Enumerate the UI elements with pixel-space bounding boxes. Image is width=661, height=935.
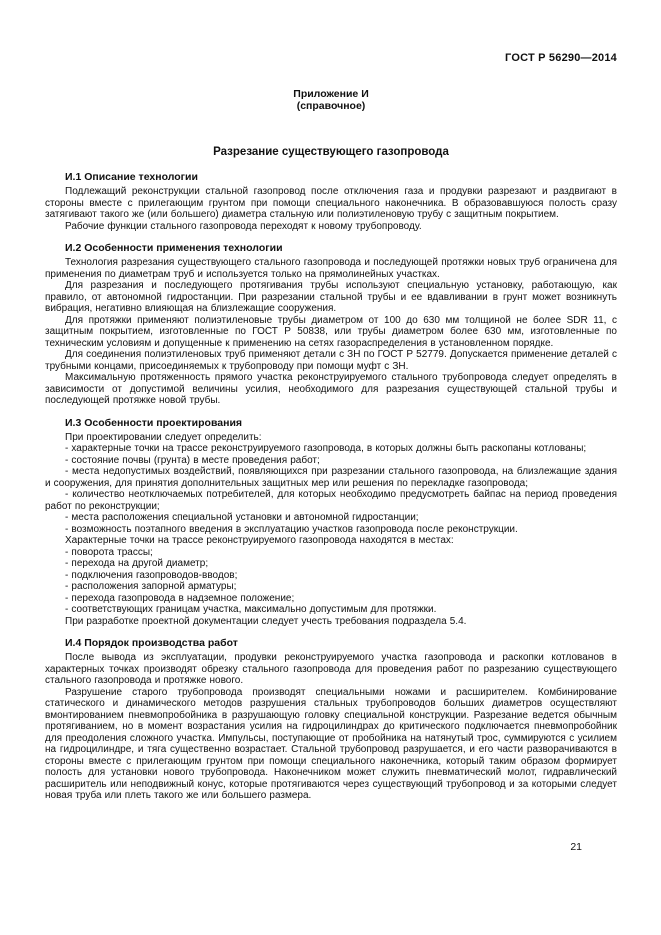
- list-item: - характерные точки на трассе реконструируемого газопровода, в которых должны быть раскопаны котлованы;: [65, 443, 587, 454]
- paragraph: Рабочие функции стального газопровода переходят к новому трубопроводу.: [65, 220, 422, 232]
- paragraph: Максимальную протяженность прямого участка реконструируемого стального трубопровода следует определять в зависимости от допустимой величины усилия, необходимого для разрезания существующей стальной трубы и последующей протяжке новой трубы.: [45, 372, 617, 406]
- paragraph: Характерные точки на трассе реконструируемого газопровода находятся в местах:: [65, 535, 454, 546]
- paragraph: После вывода из эксплуатации, продувки реконструируемого участка газопровода и раскопки котлованов в характерных точках производят обрезку стального газопровода для проведения работ по разрезанию существующего стального газопровода и протяжке нового.: [45, 652, 617, 686]
- paragraph: Для разрезания и последующего протягивания трубы используют специальную установку, работающую, как правило, от автономной гидростанции. При разрезании стальной трубы и ее вдавливании в грунт может возникнуть вибрация, негативно влияющая на близлежащие сооружения.: [45, 280, 617, 314]
- document-body: [45, 171, 617, 802]
- list-item: - количество неотключаемых потребителей, для которых необходимо предусмотреть байпас на период проведения работ по реконструкции;: [45, 489, 617, 512]
- list-item: - перехода на другой диаметр;: [65, 558, 209, 569]
- paragraph: Разрушение старого трубопровода производят специальными ножами и расширителем. Комбинирование статического и динамического методов разрушения стальных трубопроводов больших диаметров осуществляют вмонтированием пневмопробойника в разрушающую головку специальной конструкции. Разрезание ведется обычным протягиванием, но в момент возрастания усилия на гидроцилиндрах до критического подключается пневмопробойник для преодоления сложного участка. Импульсы, поступающие от пробойника на натянутый трос, суммируются с усилием на гидроцилиндре, и тяга существенно возрастает. Стальной трубопровод разрушается, и его части разворачиваются в стороны вместе с прилегающим грунтом при помощи специального наконечника, который таким образом формирует полость для установки нового трубопровода. Наконечником может служить пневматический молот, гидравлический расширитель или неподвижный конус, которые протягиваются через существующий трубопровод и за которыми следует новая труба или плеть такого же или большего размера.: [45, 686, 617, 801]
- section-heading-i1: И.1 Описание технологии: [65, 171, 198, 183]
- paragraph: Для протяжки применяют полиэтиленовые трубы диаметром от 100 до 630 мм толщиной не более SDR 11, с защитным покрытием, изготовленные по ГОСТ Р 50838, или трубы диаметром более 630 мм, изготовленные по техническим условиям и допущенные к применению на сетях газораспределения в установленном порядке.: [45, 314, 617, 349]
- section-i4: [45, 637, 617, 802]
- section-heading-i3: И.3 Особенности проектирования: [65, 416, 243, 429]
- list-item: - расположения запорной арматуры;: [65, 581, 237, 592]
- list-item: - места недопустимых воздействий, появляющихся при разрезании стального газопровода, на близлежащие здания и сооружения, для принятия дополнительных защитных мер или решения по перекладке газопровода;: [45, 466, 617, 489]
- appendix-title: Приложение И: [293, 88, 369, 100]
- section-i2: [45, 242, 617, 407]
- paragraph: При проектировании следует определить:: [65, 431, 262, 443]
- appendix-block: [45, 88, 617, 112]
- section-i1: [45, 171, 617, 232]
- list-item: - соответствующих границам участка, максимально допустимым для протяжки.: [65, 604, 437, 615]
- page-number: 21: [570, 841, 582, 853]
- list-item: - поворота трассы;: [65, 546, 153, 558]
- paragraph: При разработке проектной документации следует учесть требования подраздела 5.4.: [65, 615, 467, 627]
- paragraph: Технология разрезания существующего стального газопровода и последующей протяжки новых труб ограничена для применения по диаметрам труб и используется только на прямолинейных участках.: [45, 257, 617, 280]
- section-heading-i4: И.4 Порядок производства работ: [65, 637, 238, 649]
- page-title: Разрезание существующего газопровода: [213, 146, 449, 158]
- list-item: - подключения газопроводов-вводов;: [65, 569, 238, 581]
- list-item: - места расположения специальной установки и автономной гидростанции;: [65, 512, 419, 523]
- appendix-type: (справочное): [296, 100, 366, 112]
- section-heading-i2: И.2 Особенности применения технологии: [65, 242, 283, 254]
- section-i3: [45, 417, 617, 628]
- list-item: - состояние почвы (грунта) в месте проведения работ;: [65, 454, 320, 466]
- paragraph: Для соединения полиэтиленовых труб применяют детали с ЗН по ГОСТ Р 52779. Допускается применение деталей с трубными концами, присоединяемых к трубопроводу при помощи муфт с ЗН.: [45, 349, 617, 372]
- paragraph: Подлежащий реконструкции стальной газопровод после отключения газа и продувки разрезают и раздвигают в стороны вместе с прилегающим грунтом при помощи специального наконечника. В образовавшуюся полость сразу затягивают такого же (или большего) диаметра стальную или полиэтиленовую трубу с защитным покрытием.: [45, 186, 617, 220]
- document-code: ГОСТ Р 56290—2014: [505, 52, 617, 64]
- list-item: - перехода газопровода в надземное положение;: [65, 592, 295, 604]
- list-item: - возможность поэтапного введения в эксплуатацию участков газопровода после реконструкции.: [65, 523, 518, 535]
